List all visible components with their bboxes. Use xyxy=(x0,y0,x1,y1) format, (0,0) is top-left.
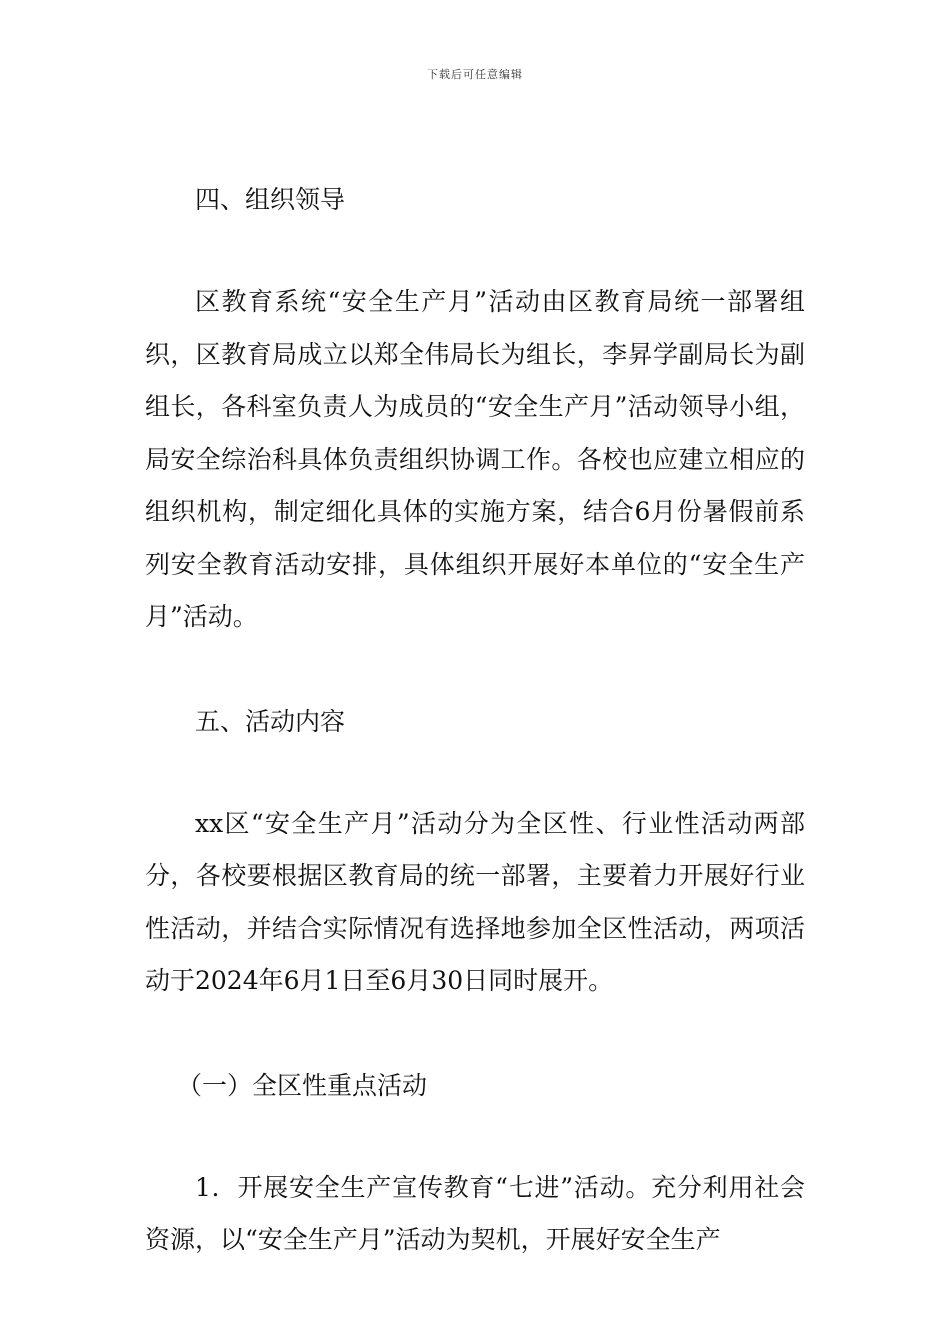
paragraph-item-1: 1．开展安全生产宣传教育“七进”活动。充分利用社会资源，以“安全生产月”活动为契机，开展好安全生产 xyxy=(145,1172,805,1254)
section-heading-organization: 四、组织领导 xyxy=(195,185,346,214)
subheading-district-activities: （一）全区性重点活动 xyxy=(177,1070,428,1100)
document-body xyxy=(145,178,805,1267)
page-header: 下载后可任意编辑 xyxy=(427,68,523,81)
paragraph-activities: xx区“安全生产月”活动分为全区性、行业性活动两部分，各校要根据区教育局的统一部署，主要着力开展好行业性活动，并结合实际情况有选择地参加全区性活动，两项活动于2024年6月1日至6月30日同时展开。 xyxy=(145,808,805,995)
section-heading-activities: 五、活动内容 xyxy=(195,706,346,736)
paragraph-organization: 区教育系统“安全生产月”活动由区教育局统一部署组织，区教育局成立以郑全伟局长为组长，李昇学副局长为副组长，各科室负责人为成员的“安全生产月”活动领导小组，局安全综治科具体负责组织协调工作。各校也应建立相应的组织机构，制定细化具体的实施方案，结合6月份暑假前系列安全教育活动安排，具体组织开展好本单位的“安全生产月”活动。 xyxy=(145,287,805,631)
